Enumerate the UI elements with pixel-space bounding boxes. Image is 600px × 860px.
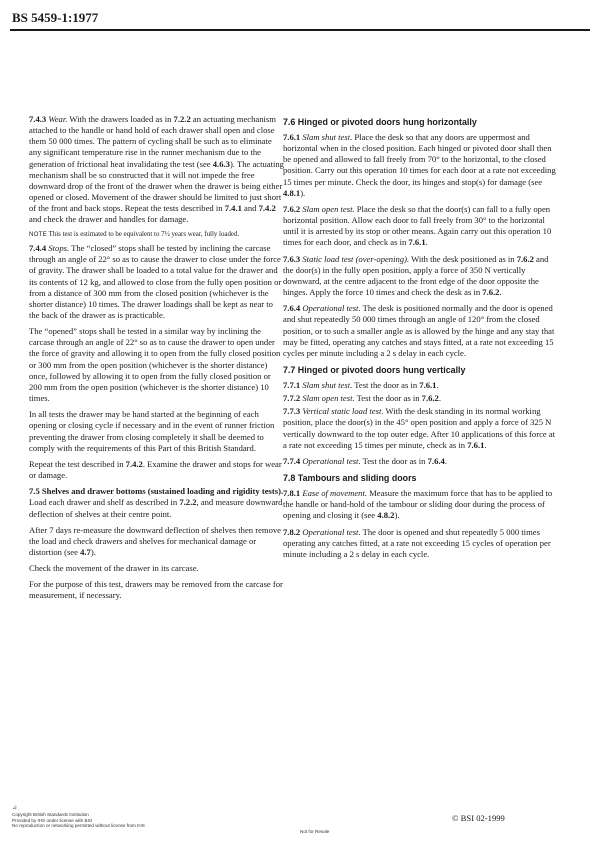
clause-reference: 7.6.4 [427,455,445,466]
clause-number: 7.6.2 [283,203,301,214]
note-text: This test is estimated to be equivalent to 7½ years wear, fully loaded. [48,230,240,238]
text-run: . [425,237,428,248]
clause-number: 7.6.4 [283,303,301,314]
text-run: , and measure downward deflection of shelves at their centre point. [29,497,283,519]
paragraph [29,579,285,601]
text-run: and check the drawer and handles for damage. [29,214,189,225]
text-run: Test the door as in [352,379,420,390]
clause-number: 7.8.2 [283,526,301,537]
clause-reference: 7.2.2 [173,114,191,124]
clause-reference: 4.7 [80,546,91,557]
text-run: After 7 days re-measure the downward deflection of shelves then remove the load and check drawers and shelves for mechanical damage or distortion (see [29,524,281,557]
copyright-line: Provided by IHS under license with BSI [12,817,92,823]
paragraph [29,243,285,321]
paragraph [283,132,558,199]
text-run: With the desk positioned as in [409,253,517,264]
text-run: and the door(s) in the fully open position, apply a force of 350 N vertically downward, at the centre adjacent to the front edge of the door opposite the hinges. Apply the force 10 times and check the desk as in [283,253,549,298]
clause-title: Operational test. [302,526,361,537]
clause-title: Operational test. [302,455,361,466]
text-run: The “opened” stops shall be tested in a similar way by inclining the carcase through an angle of 22° so as to cause the drawer to open under the force of gravity and allowing it to open from the fully closed position or 300 mm from the open position (whichever is the shorter distance) once, followed by allowing it to open from the fully closed position or 200 mm from the open position (whichever is the shorter distance) 10 times. [29,326,281,404]
paragraph [29,114,285,226]
text-run: . [438,393,441,404]
text-run: . [499,287,502,298]
clause-reference: 7.6.2 [421,393,439,404]
section-heading: 7.7 Hinged or pivoted doors hung vertically [283,364,466,375]
paragraph [29,486,285,519]
text-run: Place the desk so that the door(s) can fall to a fully open horizontal position. Allow each door to fall freely from 30° to the horizontal until it is arrested by its stop or other means. Again carry out this operation 10 times for each door, and check as in [283,203,552,248]
text-run: For the purpose of this test, drawers may be removed from the carcase for measurement, if necessary. [29,579,283,601]
note [29,231,285,240]
text-run: Place the desk so that any doors are uppermost and horizontal when in the closed position. Each hinged or pivoted door shall then be opened and allowed to fall freely from 70° to the horizontal, to the closed position. Carry out this operation 10 times for each door at a rate not exceeding 15 times per minute. Check the door, its hinges and stop(s) for damage (see [283,132,556,187]
paragraph [283,204,558,249]
clause-title: Slam open test. [302,393,355,404]
paragraph [283,456,558,467]
paragraph [29,563,285,574]
paragraph [283,406,558,451]
clause-reference: 4.6.3 [212,158,230,169]
clause-title: Slam shut test. [302,379,353,390]
clause-reference: 7.4.2 [258,203,276,214]
paragraph [283,393,558,404]
text-run: Measure the maximum force that has to be applied to the handle or hand-hold of the tambour or sliding door during the process of opening and closing it (see [283,488,553,521]
text-run: an actuating mechanism attached to the handle or hand hold of each drawer shall open and close them 50 000 times. The pattern of cycling shall be such as to eliminate any significant temperature rise in the runner mechanism due to the generation of frictional heat invalidating the test (see [29,114,276,169]
text-run: Check the movement of the drawer in its carcase. [29,563,199,574]
paragraph [283,488,558,521]
clause-reference: 7.6.1 [467,439,485,450]
left-column [29,114,285,607]
right-column [283,114,558,565]
copyright-line: Copyright British Standards Institution [12,811,89,817]
clause-title: Vertical static load test. [302,406,384,417]
clause-number: 7.6.3 [283,253,301,264]
clause-number: 7.7.1 [283,379,301,390]
clause-reference: 7.4.1 [224,203,242,214]
copyright-block [12,806,312,829]
header-rule [10,29,590,31]
paragraph [283,380,558,391]
text-run: The “closed” stops shall be tested by inclining the carcase through an angle of 22° so as to cause the drawer to close under the force of gravity. The drawer shall be loaded to a total value for the drawer and its contents of 12 kg, and allowed to close from the fully open position or from a distance of 300 mm from the closed position (whichever is the shorter distance) 10 times. The drawer loadings shall be kept as near to the back of the drawer as is practicable. [29,243,282,320]
text-run: The door is opened and shut repeatedly 5 000 times operating any catches fitted, at a rate not exceeding 15 cycles of operation per minute including a 2 s delay in each cycle. [283,526,551,559]
clause-number: 7.6.1 [283,132,301,142]
text-run: ). [394,510,400,521]
text-run: With the desk standing in its normal working position, place the door(s) in the 45° open position and apply a force of 325 N vertically downward to the top outer edge. After 10 applications of this force at a rate not exceeding 15 times per minute, check as in [283,406,556,450]
clause-reference: 4.8.2 [377,510,395,521]
text-run: and [241,203,259,214]
clause-reference: 7.6.2 [516,253,534,264]
text-run: Test the door as in [354,393,422,404]
section-heading: 7.8 Tambours and sliding doors [283,473,417,484]
text-run: ). [90,546,96,557]
text-run: Test the door as in [360,455,428,466]
paragraph [283,527,558,560]
clause-reference: 4.8.1 [283,187,301,198]
text-run: ). The actuating mechanism shall be so constructed that it will not impede the free downward drop of the front of the drawer when the drawer is being either opened or closed. Movement of the drawer should be limited to just short of the front and back stops. Repeat the tests described in [29,158,284,214]
clause-title: Stops. [48,243,70,254]
clause-number: 7.4.4 [29,243,47,254]
clause-number: 7.4.3 [29,114,47,124]
clause-title: Slam shut test. [302,132,353,142]
clause-title: Wear. [48,114,68,124]
text-run: . [444,455,447,466]
clause-number: 7.7.4 [283,455,301,466]
clause-reference: 7.6.2 [482,287,500,298]
clause-reference: 7.5 Shelves and drawer bottoms (sustained loading and rigidity tests). [29,486,284,497]
text-run: . Examine the drawer and stops for wear or damage. [29,458,282,481]
paragraph [29,459,285,481]
resale-notice: Not for Resale [300,829,330,834]
text-run: With the drawers loaded as in [67,114,174,124]
clause-reference: 7.4.2 [125,458,143,469]
text-run: ). [300,187,306,198]
text-run: . [436,379,439,390]
standard-number: BS 5459-1:1977 [12,10,99,25]
paragraph [283,303,558,359]
clause-title: Static load test (over-opening). [302,253,410,264]
ihs-logo-icon: ⊿ [12,805,18,811]
clause-reference: 7.6.1 [408,237,426,248]
clause-title: Operational test. [302,303,361,314]
copyright-line: No reproduction or networking permitted without license from IHS [12,823,145,829]
text-run: Load each drawer and shelf as described in [29,497,180,508]
paragraph [29,409,285,454]
section-heading: 7.6 Hinged or pivoted doors hung horizontally [283,117,477,127]
page-header [12,10,588,26]
bsi-date: © BSI 02-1999 [452,813,505,823]
note-label: NOTE [29,230,47,238]
clause-title: Ease of movement. [302,488,368,499]
clause-reference: 7.2.2 [179,497,197,508]
clause-number: 7.7.2 [283,393,301,404]
clause-title: Slam open test. [302,203,355,214]
text-run: Repeat the test described in [29,458,126,469]
paragraph [29,525,285,558]
paragraph [283,254,558,299]
text-run: The desk is positioned normally and the door is opened and shut repeatedly 50 000 times through an angle of 120° from the closed position, or to such a smaller angle as is allowed by the hinge and any stay that may be fitted, operating any catches and stays fitted, at a rate not exceeding 15 cycles per minute including a 2 s delay in each cycle. [283,303,555,358]
clause-reference: 7.6.1 [419,379,437,390]
text-run: In all tests the drawer may be hand started at the beginning of each opening or closing cycle if necessary and in the event of runner friction preventing the drawer from closing completely it shall be deemed to comply with the requirements of this Part of this British Standard. [29,409,275,453]
paragraph [29,326,285,404]
text-run: . [484,439,487,450]
clause-number: 7.7.3 [283,406,301,417]
clause-number: 7.8.1 [283,488,301,499]
